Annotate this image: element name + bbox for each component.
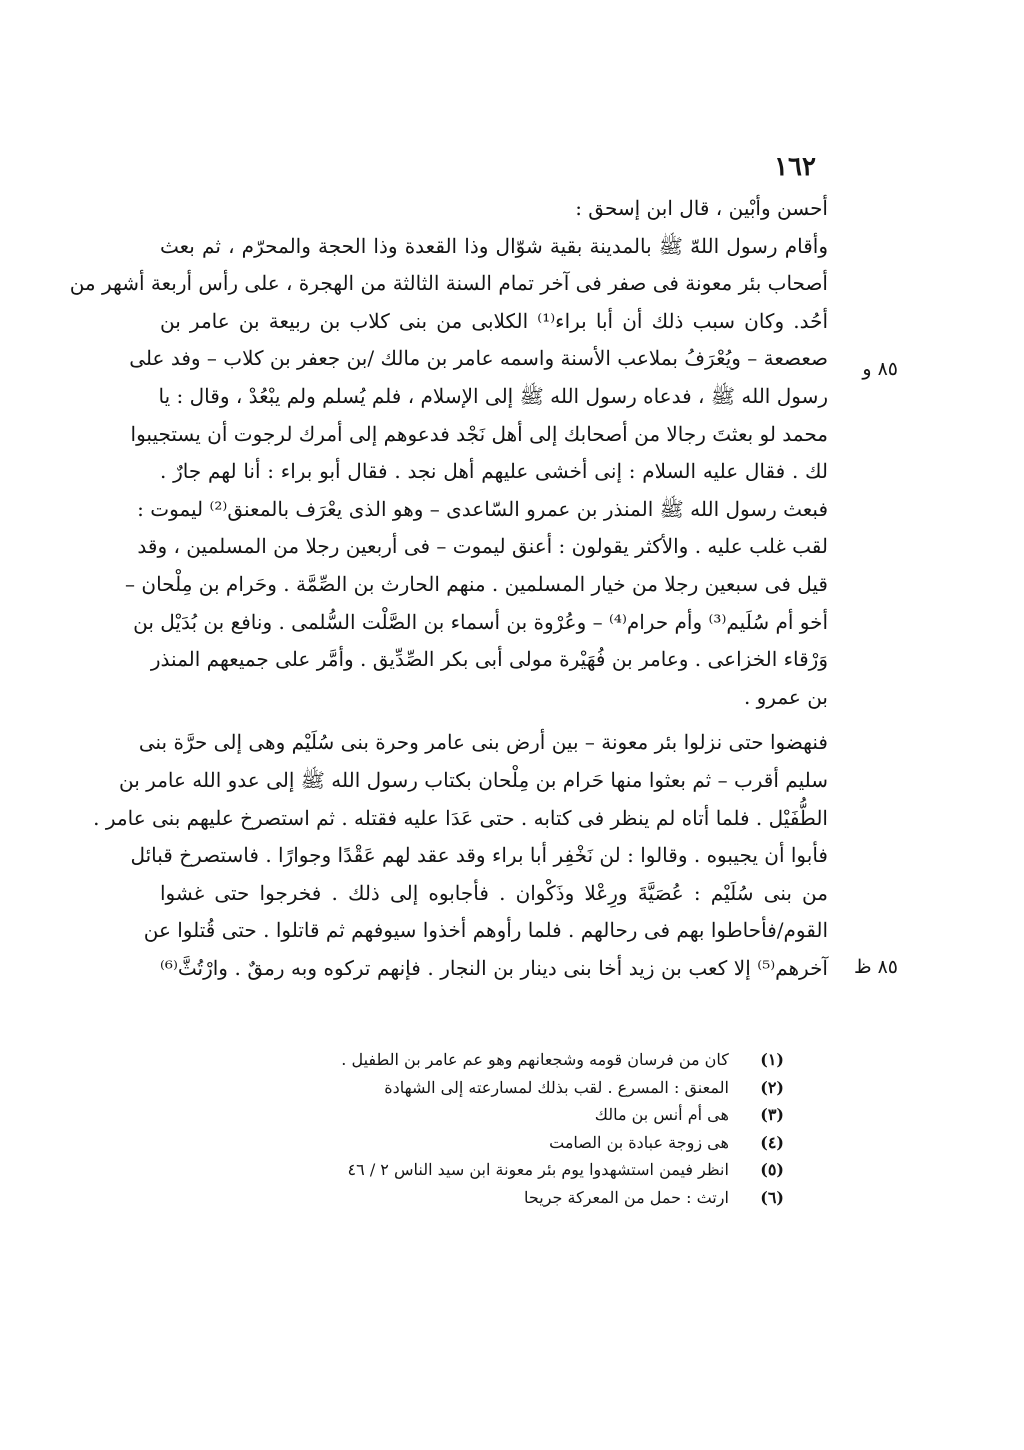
footnote-text: المعنق : المسرع . لقب بذلك لمسارعته إلى الشهادة	[384, 1077, 729, 1097]
page-number: ١٦٢	[774, 152, 816, 182]
footnote	[224, 1156, 784, 1184]
text-line: فبعث رسول الله ﷺ المنذر بن عمرو السّاعدى – وهو الذى يعْرَف بالمعنق⁽²⁾ ليموت :	[137, 496, 828, 521]
footnote-text: هى أم أنس بن مالك	[594, 1105, 729, 1124]
footnote	[224, 1046, 784, 1074]
footnote-number: (٤)	[760, 1132, 784, 1152]
text-line: صعصعة – ويُعْرَفُ بملاعب الأسنة واسمه عامر بن مالك /بن جعفر بن كلاب – وفد على	[129, 346, 828, 371]
text-line: فأبوا أن يجيبوه . وقالوا : لن نَخْفِر أبا براء وقد عقد لهم عَقْدًا وجوارًا . فاستصرخ قبائل	[130, 843, 828, 868]
text-line: القوم/فأحاطوا بهم فى رحالهم . فلما رأوهم أخذوا سيوفهم ثم قاتلوا . حتى قُتلوا عن	[143, 918, 828, 943]
footnote-number: (٣)	[760, 1105, 784, 1124]
text-line: فنهضوا حتى نزلوا بئر معونة – بين أرض بنى عامر وحرة بنى سُلَيْم وهى إلى حرَّة بنى	[138, 730, 828, 755]
text-line: الطُّفَيْل . فلما أتاه لم ينظر فى كتابه . حتى عَدَا عليه فقتله . ثم استصرخ عليهم بنى عامر .	[93, 805, 828, 830]
text-line: أحُد. وكان سبب ذلك أن أبا براء⁽¹⁾ الكلابى من بنى كلاب بن ربيعة بن عامر بن	[160, 308, 829, 333]
text-line: لك . فقال عليه السلام : إنى أخشى عليهم أهل نجد . فقال أبو براء : أنا لهم جارٌ .	[160, 459, 828, 484]
text-line: رسول الله ﷺ ، فدعاه رسول الله ﷺ إلى الإسلام ، فلم يُسلم ولم يبْعُدْ ، وقال : يا	[158, 383, 828, 408]
footnote-number: (٦)	[760, 1187, 784, 1207]
main-text-block	[69, 190, 829, 987]
text-line: آخرهم⁽⁵⁾ إلا كعب بن زيد أخا بنى دينار بن النجار . فإنهم تركوه وبه رمقٌ . وارْتُثَّ⁽⁶⁾	[160, 955, 828, 980]
footnote-number: (٢)	[760, 1077, 784, 1097]
text-line: بن عمرو .	[743, 684, 828, 709]
text-line: من بنى سُلَيْم : عُصَيَّةَ ورِعْلا وذَكْوان . فأجابوه إلى ذلك . فخرجوا حتى غشوا	[160, 880, 828, 905]
footnote-number: (١)	[760, 1050, 784, 1069]
footnote	[224, 1129, 784, 1157]
footnote-text: هى زوجة عبادة بن الصامت	[549, 1132, 729, 1152]
footnote-text: ارتث : حمل من المعركة جريحا	[524, 1187, 729, 1207]
footnote-text: انظر فيمن استشهدوا يوم بئر معونة ابن سيد الناس ٢ / ٤٦	[347, 1160, 729, 1179]
footnote-number: (٥)	[760, 1160, 784, 1179]
footnote	[224, 1101, 784, 1129]
text-line: وأقام رسول اللهّ ﷺ بالمدينة بقية شوّال وذا القعدة وذا الحجة والمحرّم ، ثم بعث	[160, 233, 828, 258]
text-line: لقب غلب عليه . والأكثر يقولون : أعنق ليموت – فى أربعين رجلا من المسلمين ، وقد	[137, 534, 828, 559]
footnotes-block	[224, 1046, 784, 1211]
text-line: أخو أم سُلَيم⁽³⁾ وأم حرام⁽⁴⁾ – وعُرْوة بن أسماء بن الصَّلْت السُّلمى . ونافع بن بُدَيْل بن	[133, 609, 828, 634]
margin-folio-note: ٨٥ ظ	[853, 956, 898, 978]
footnote	[224, 1074, 784, 1102]
footnote	[224, 1184, 784, 1212]
text-line: قيل فى سبعين رجلا من خيار المسلمين . منهم الحارث بن الصِّمَّة . وحَرام بن مِلْحان –	[125, 571, 828, 596]
text-line: أصحاب بئر معونة فى صفر فى آخر تمام السنة الثالثة من الهجرة ، على رأس أربعة أشهر من	[69, 271, 828, 296]
text-line: أحسن وأبْين ، قال ابن إسحق :	[575, 196, 828, 220]
text-line: سليم أقرب – ثم بعثوا منها حَرام بن مِلْحان بكتاب رسول الله ﷺ إلى عدو الله عامر بن	[119, 767, 828, 792]
margin-folio-note: ٨٥ و	[862, 358, 898, 380]
footnote-divider	[160, 1036, 828, 1037]
footnote-text: كان من فرسان قومه وشجعانهم وهو عم عامر بن الطفيل .	[341, 1050, 729, 1069]
text-line: محمد لو بعثتَ رجالا من أصحابك إلى أهل نَجْد فدعوهم إلى أمرك لرجوت أن يستجيبوا	[130, 421, 828, 446]
text-line: وَرْقاء الخزاعى . وعامر بن فُهَيْرة مولى أبى بكر الصِّدِّيق . وأمَّر على جميعهم المنذر	[150, 647, 828, 672]
